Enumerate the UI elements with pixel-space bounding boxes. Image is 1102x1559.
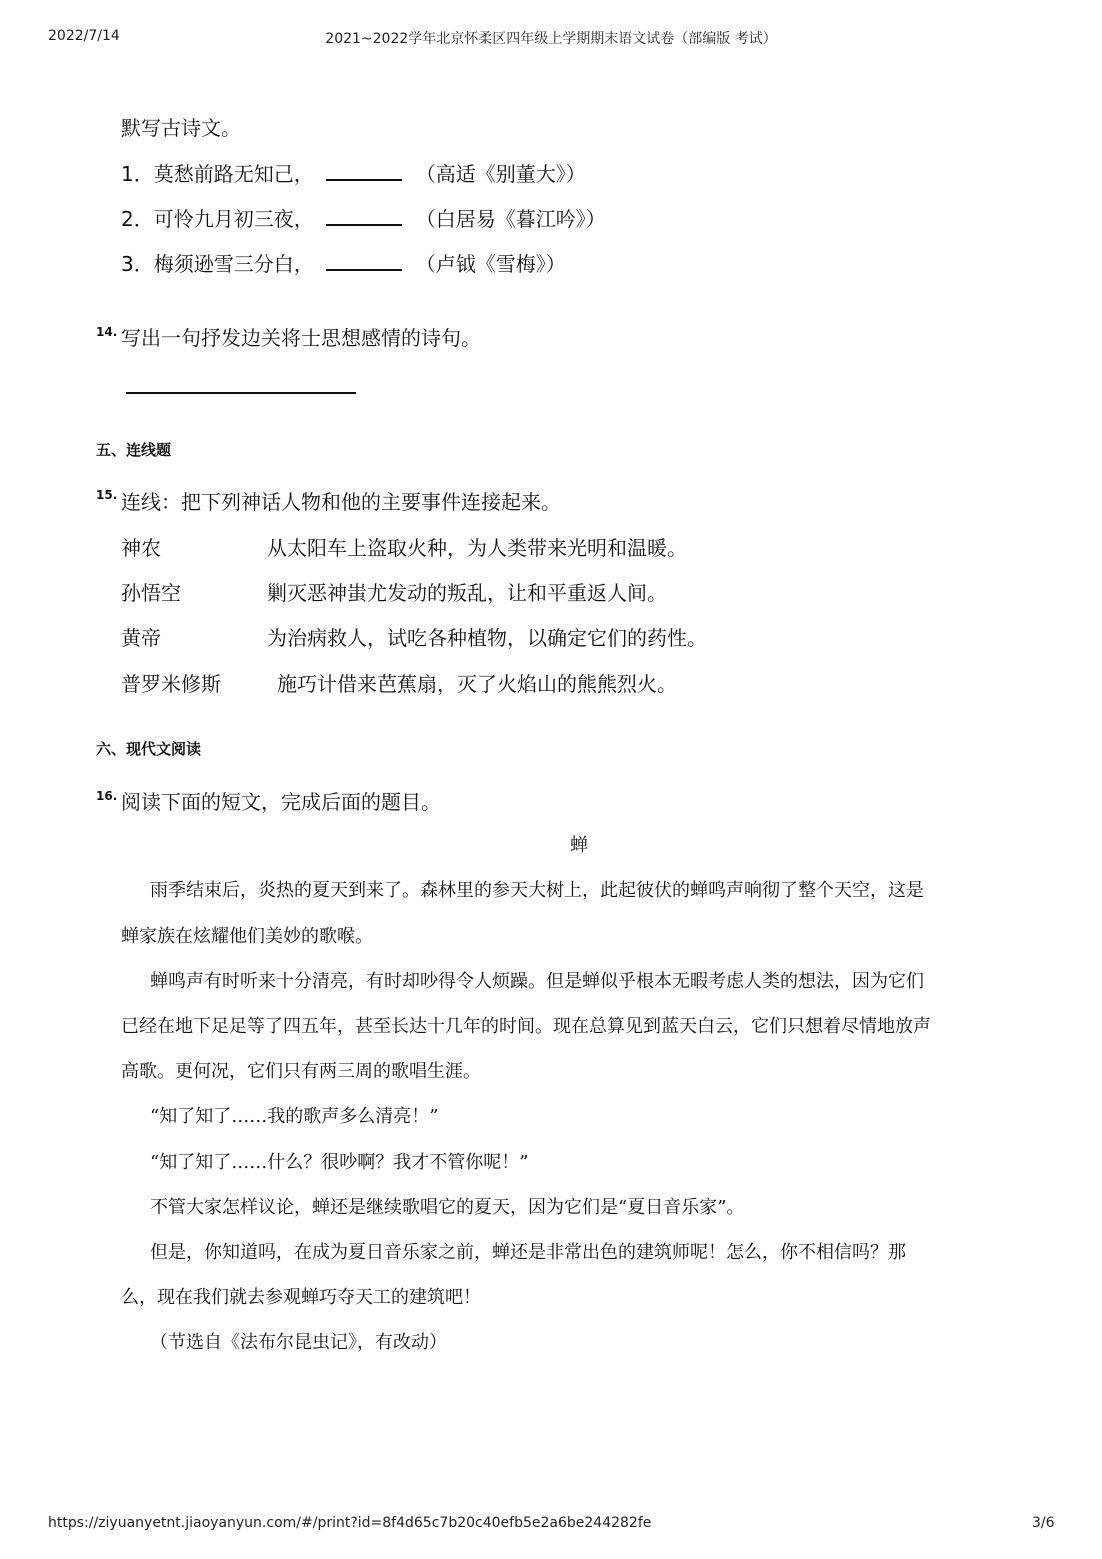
q13-item-3-source: （卢钺《雪梅》） [415,252,566,276]
passage-line: 已经在地下足足等了四五年，甚至长达十几年的时间。现在总算见到蓝天白云，它们只想着尽情地放声 [121,1016,931,1037]
passage-source: （节选自《法布尔昆虫记》，有改动） [150,1332,447,1353]
passage-line: 高歌。更何况，它们只有两三周的歌唱生涯。 [121,1061,481,1082]
passage-line: “知了知了……我的歌声多么清亮！” [150,1106,439,1127]
q16-text: 阅读下面的短文，完成后面的题目。 [121,790,441,814]
q13-item-2 [121,206,606,231]
q15-name-2: 孙悟空 [121,581,181,605]
page-number: 3/6 [1032,1515,1055,1531]
q13-item-2-source: （白居易《暮江吟》） [415,207,606,231]
q14-answer-line [126,392,356,394]
q13-item-3 [121,251,566,276]
q14-number: 14. [96,325,118,339]
q15-event-1: 从太阳车上盗取火种，为人类带来光明和温暖。 [267,536,687,560]
answer-blank [326,161,402,181]
q15-name-4: 普罗米修斯 [121,672,221,696]
passage-line: 但是，你知道吗，在成为夏日音乐家之前，蝉还是非常出色的建筑师呢！怎么，你不相信吗？那 [150,1242,906,1263]
q15-event-2: 剿灭恶神蚩尤发动的叛乱，让和平重返人间。 [267,581,667,605]
answer-blank [326,251,402,271]
q13-item-1 [121,161,586,186]
q15-event-3: 为治病救人，试吃各种植物，以确定它们的药性。 [267,626,707,650]
print-date: 2022/7/14 [48,28,120,44]
q14-text: 写出一句抒发边关将士思想感情的诗句。 [121,326,481,350]
document-title: 2021~2022学年北京怀柔区四年级上学期期末语文试卷（部编版 考试） [325,31,777,47]
answer-blank [326,206,402,226]
q13-item-1-text: 1．莫愁前路无知己， [121,162,314,186]
q15-name-1: 神农 [121,536,161,560]
q13-instruction: 默写古诗文。 [121,116,241,140]
q15-number: 15. [96,488,118,502]
q13-item-1-source: （高适《别董大》） [415,162,586,186]
footer-url: https://ziyuanyetnt.jiaoyanyun.com/#/print?id=8f4d65c7b20c40efb5e2a6be244282fe [48,1515,652,1531]
section-5-title: 五、连线题 [96,441,172,459]
q13-item-3-text: 3．梅须逊雪三分白， [121,252,314,276]
passage-line: 蝉家族在炫耀他们美妙的歌喉。 [121,926,373,947]
passage-title: 蝉 [570,835,588,856]
q16-number: 16. [96,789,118,803]
q13-item-2-text: 2．可怜九月初三夜， [121,207,314,231]
section-6-title: 六、现代文阅读 [96,740,202,758]
q15-event-4: 施巧计借来芭蕉扇，灭了火焰山的熊熊烈火。 [277,672,677,696]
passage-line: 雨季结束后，炎热的夏天到来了。森林里的参天大树上，此起彼伏的蝉鸣声响彻了整个天空，这是 [150,880,924,901]
passage-line: 么，现在我们就去参观蝉巧夺天工的建筑吧！ [121,1287,481,1308]
passage-line: 蝉鸣声有时听来十分清亮，有时却吵得令人烦躁。但是蝉似乎根本无暇考虑人类的想法，因为它们 [150,971,924,992]
q15-name-3: 黄帝 [121,626,161,650]
passage-line: “知了知了……什么？很吵啊？我才不管你呢！” [150,1152,529,1173]
passage-line: 不管大家怎样议论，蝉还是继续歌唱它的夏天，因为它们是“夏日音乐家”。 [150,1197,745,1218]
q15-text: 连线：把下列神话人物和他的主要事件连接起来。 [121,490,561,514]
